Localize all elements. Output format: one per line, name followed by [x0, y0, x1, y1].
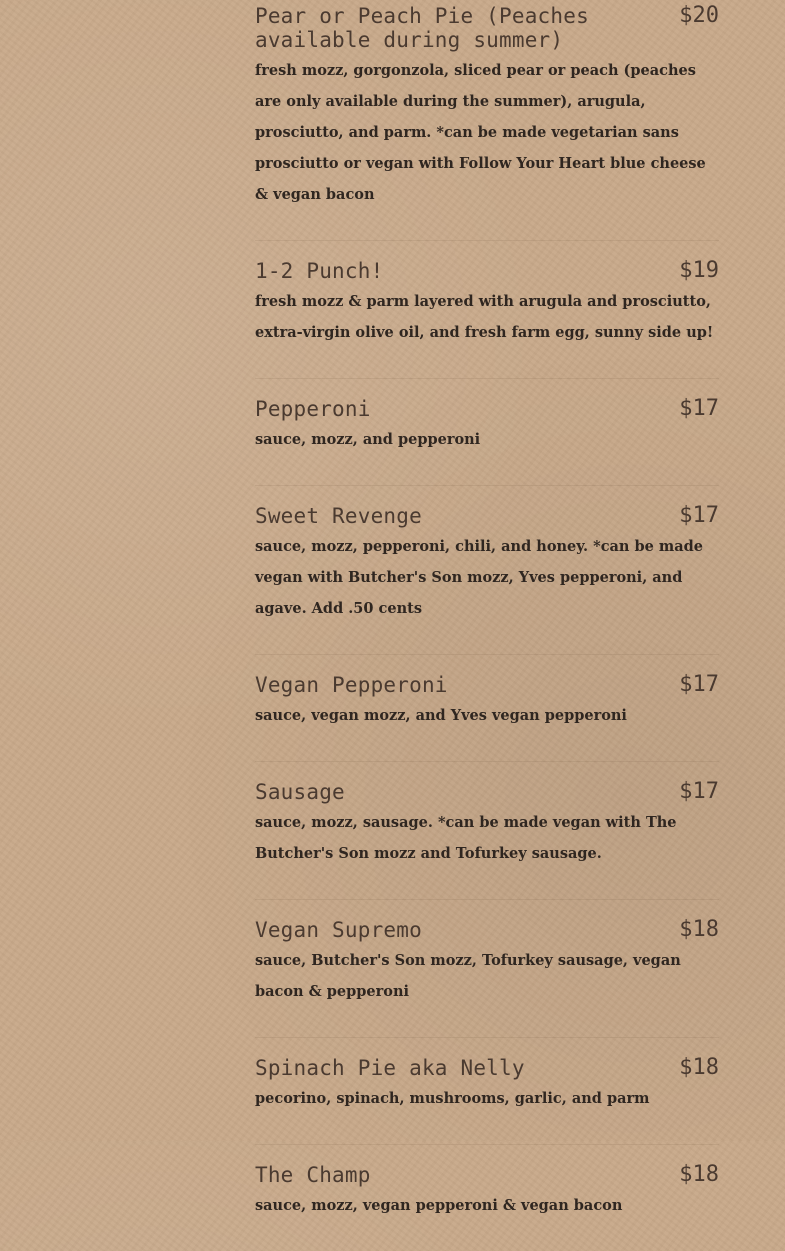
- menu-item-pepperoni: [255, 378, 719, 485]
- menu-item-name: Vegan Pepperoni: [255, 673, 448, 697]
- menu-item-description: sauce, vegan mozz, and Yves vegan pepperoni: [255, 707, 627, 724]
- menu-item-description: sauce, Butcher's Son mozz, Tofurkey sausage, vegan bacon & pepperoni: [255, 952, 681, 1000]
- menu-item-price: $18: [679, 917, 719, 942]
- menu-item-price: $17: [679, 779, 719, 804]
- menu-item-vegan-pepperoni: [255, 654, 719, 761]
- menu-item-1-2-punch: [255, 240, 719, 378]
- menu-item-description: sauce, mozz, pepperoni, chili, and honey. *can be made vegan with Butcher's Son mozz, Yves pepperoni, and agave. Add .50 cents: [255, 538, 704, 617]
- menu-item-name: Spinach Pie aka Nelly: [255, 1056, 525, 1080]
- menu-item-price: $18: [679, 1162, 719, 1187]
- menu-item-name: Vegan Supremo: [255, 918, 422, 942]
- pizza-menu-list: [255, 0, 719, 1251]
- menu-item-sweet-revenge: [255, 485, 719, 654]
- menu-item-name: Sausage: [255, 780, 345, 804]
- menu-item-name: 1-2 Punch!: [255, 259, 384, 283]
- menu-item-name: Sweet Revenge: [255, 504, 422, 528]
- menu-item-description: sauce, mozz, vegan pepperoni & vegan bacon: [255, 1197, 623, 1214]
- menu-item-price: $17: [679, 396, 719, 421]
- menu-item-price: $17: [679, 672, 719, 697]
- menu-item-name: Pepperoni: [255, 397, 371, 421]
- menu-item-description: sauce, mozz, sausage. *can be made vegan with The Butcher's Son mozz and Tofurkey sausage.: [255, 814, 677, 862]
- menu-item-pear-peach-pie: [255, 0, 719, 240]
- menu-item-description: pecorino, spinach, mushrooms, garlic, and parm: [255, 1090, 650, 1107]
- menu-item-description: fresh mozz & parm layered with arugula and prosciutto, extra-virgin olive oil, and fresh farm egg, sunny side up!: [255, 293, 714, 341]
- menu-item-name: Pear or Peach Pie (Peaches available during summer): [255, 4, 589, 52]
- menu-item-price: $18: [679, 1055, 719, 1080]
- menu-item-spinach-pie: [255, 1037, 719, 1144]
- menu-item-name: The Champ: [255, 1163, 371, 1187]
- menu-item-sausage: [255, 761, 719, 899]
- menu-item-price: $17: [679, 503, 719, 528]
- menu-item-price: $19: [679, 258, 719, 283]
- menu-item-the-champ: [255, 1144, 719, 1251]
- menu-item-vegan-supremo: [255, 899, 719, 1037]
- menu-item-description: fresh mozz, gorgonzola, sliced pear or peach (peaches are only available during the summer), arugula, prosciutto, and parm. *can be made vegetarian sans prosciutto or vegan with Follow Your Heart blue cheese & vegan bacon: [255, 62, 706, 203]
- menu-item-price: $20: [679, 3, 719, 28]
- menu-item-description: sauce, mozz, and pepperoni: [255, 431, 481, 448]
